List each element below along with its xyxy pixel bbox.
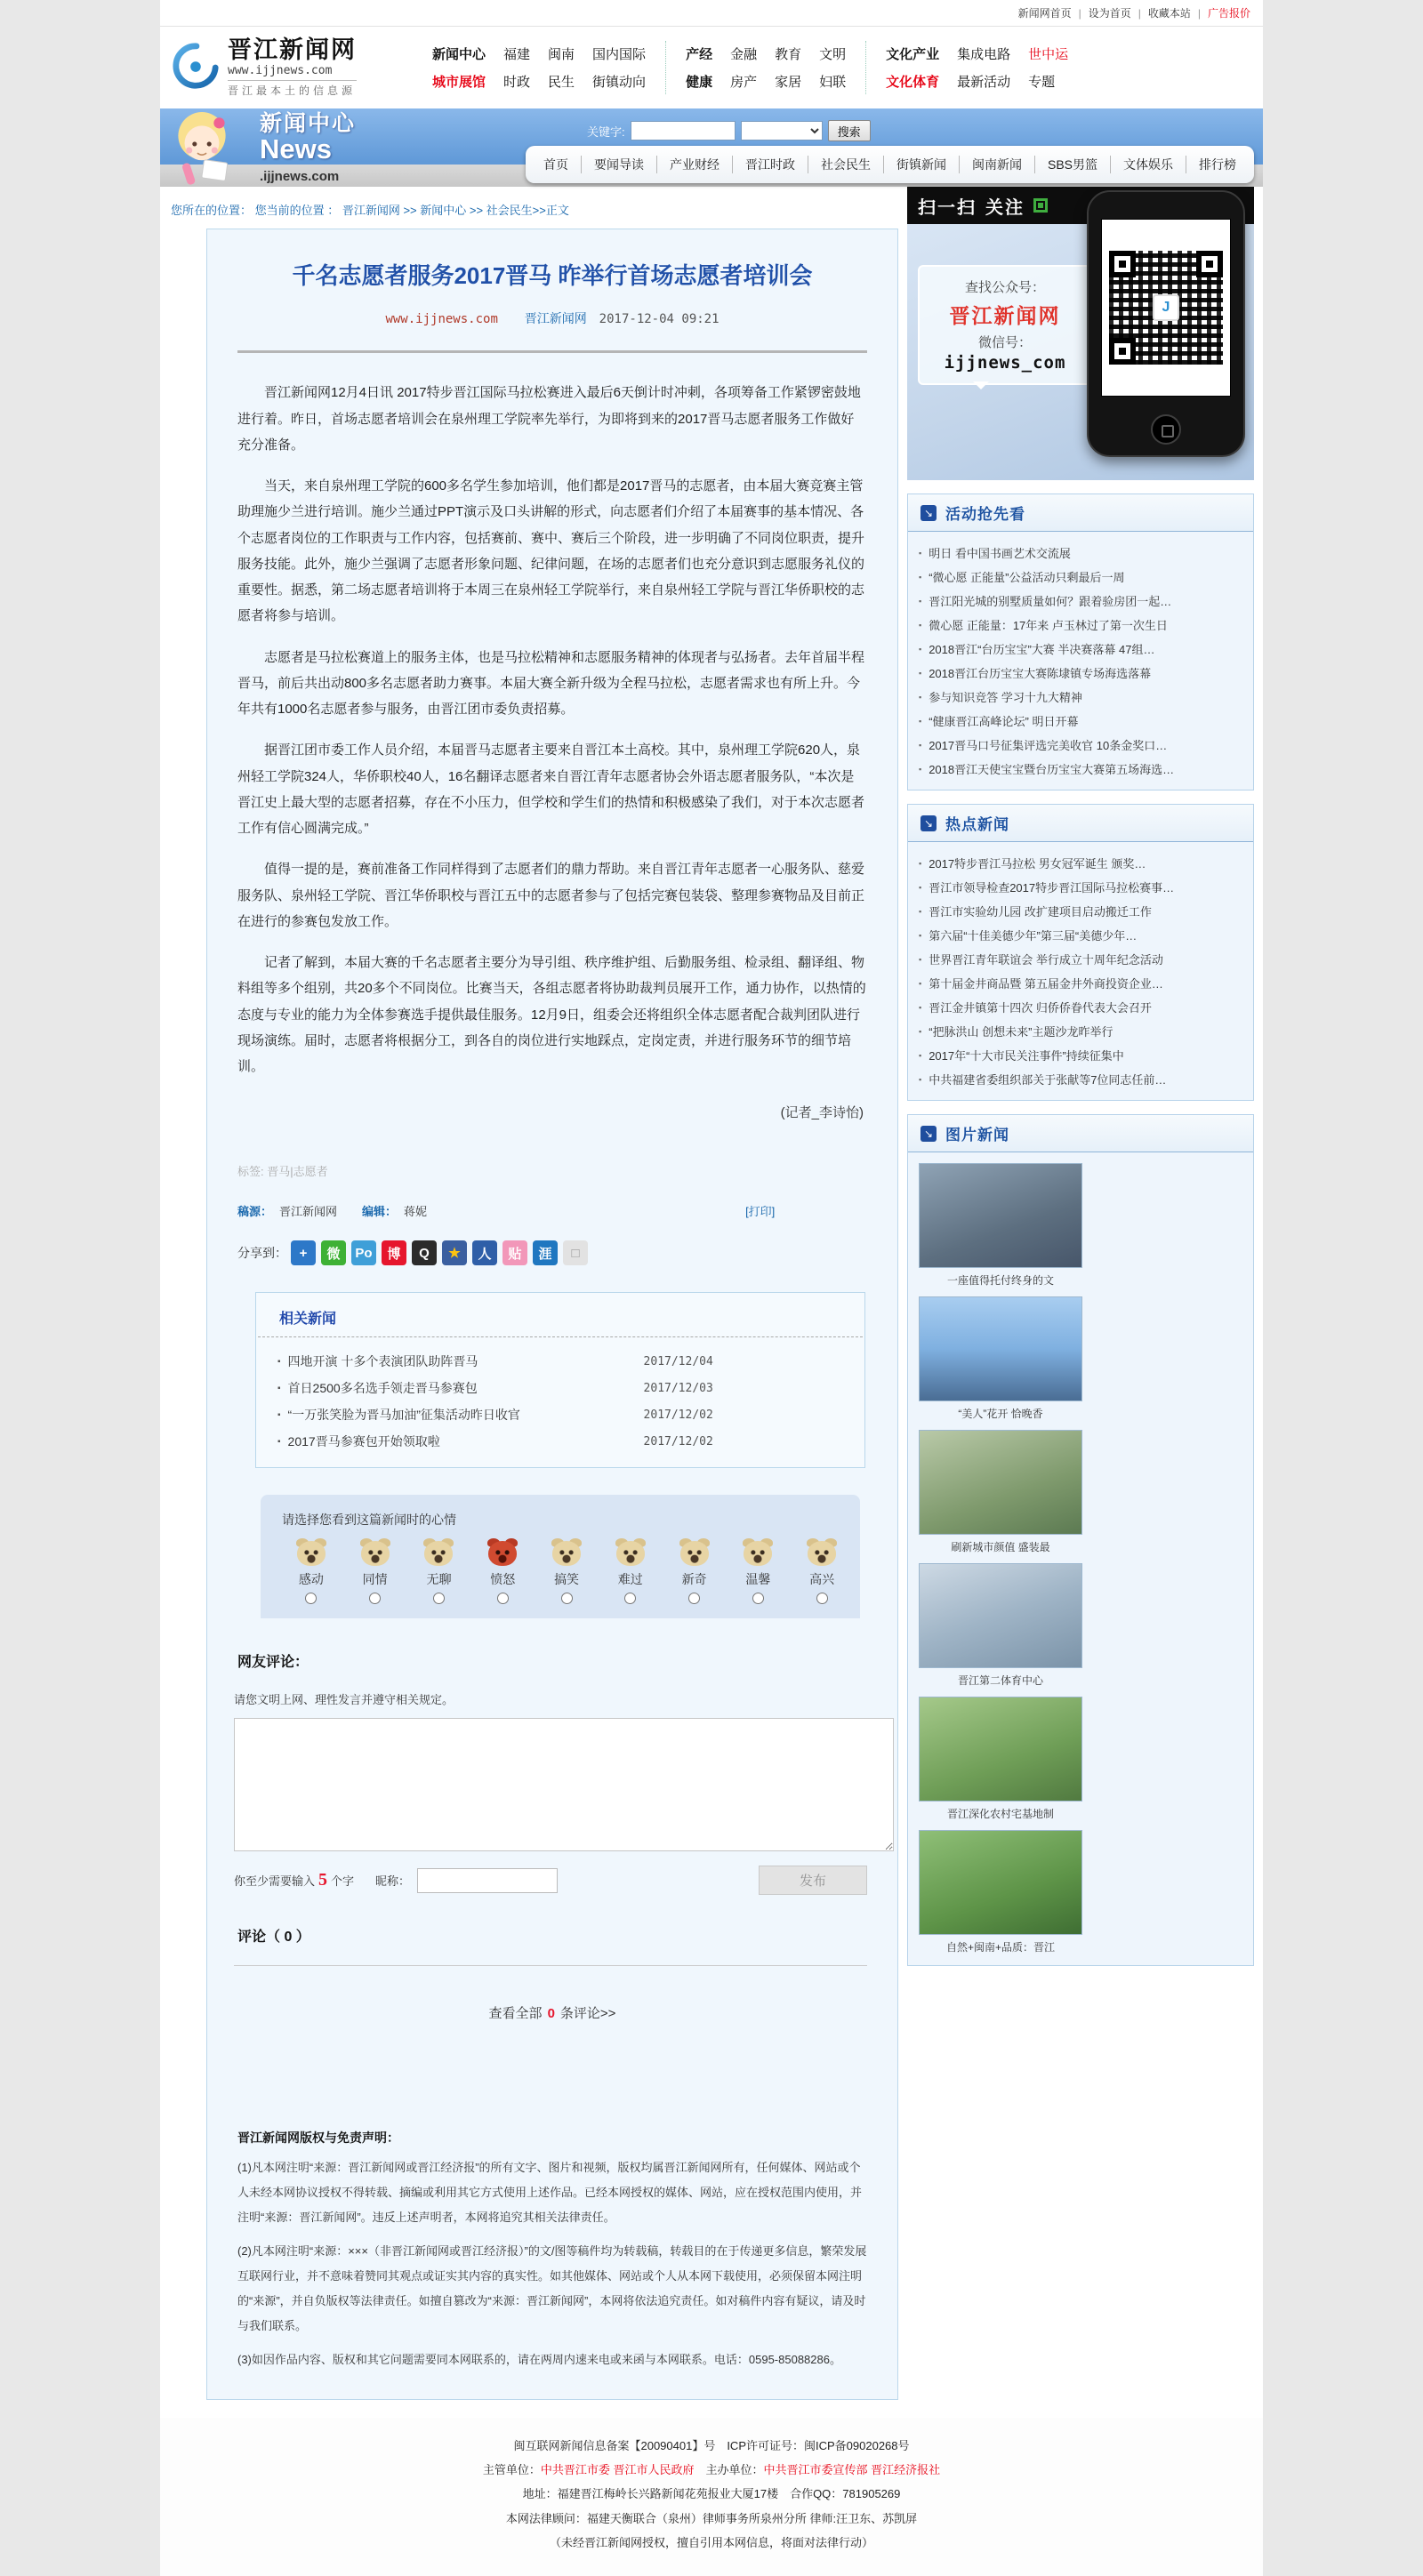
article-body xyxy=(232,380,872,1079)
qzone-icon[interactable]: ★ xyxy=(442,1240,467,1265)
wechat-qr-widget xyxy=(907,187,1254,480)
qr-speech-bubble xyxy=(918,265,1092,385)
hot-news-item[interactable]: ▪ 晋江市领导检查2017特步晋江国际马拉松赛事… xyxy=(919,881,1175,895)
scan-label: 扫一扫 xyxy=(918,197,977,218)
subnav-town-news[interactable]: 街镇新闻 xyxy=(883,156,959,173)
bullet-icon: ▪ xyxy=(919,548,922,558)
nav-city-hall[interactable]: 城市展馆 xyxy=(432,75,486,90)
article-meta-time: 2017-12-04 09:21 xyxy=(599,312,720,327)
footer-legal-line: 本网法律顾问：福建天衡联合（泉州）律师事务所泉州分所 律师:汪卫东、苏凯屏 xyxy=(505,2511,918,2525)
page xyxy=(160,0,1263,2576)
nav-town-trends[interactable]: 街镇动向 xyxy=(592,75,647,90)
nav-industry-economy[interactable]: 产经 xyxy=(686,47,713,62)
search-button[interactable]: 搜索 xyxy=(828,120,871,141)
related-item-date: 2017/12/02 xyxy=(643,1434,713,1448)
nav-culture-sports[interactable]: 文化体育 xyxy=(886,75,940,90)
disclaimer-paragraph: (3)如因作品内容、版权和其它问题需要同本网联系的，请在两周内速来电或来函与本网联系。电话：0595-85088286。 xyxy=(237,2352,841,2366)
activity-item[interactable]: ▪ 微心愿 正能量：17年来 卢玉林过了第一次生日 xyxy=(919,619,1168,632)
related-news-title: 相关新闻 xyxy=(258,1293,863,1337)
disclaimer-title: 晋江新闻网版权与免责声明： xyxy=(237,2131,399,2146)
hot-news-item[interactable]: ▪ 世界晋江青年联谊会 举行成立十周年纪念活动 xyxy=(919,953,1163,967)
search-label: 关键字: xyxy=(587,124,625,139)
source-value: 晋江新闻网 xyxy=(279,1205,338,1219)
bullet-icon: ▪ xyxy=(919,978,922,988)
nav-realty[interactable]: 房产 xyxy=(730,75,758,90)
novel-emoji-icon xyxy=(680,1541,709,1566)
funny-emoji-icon xyxy=(552,1541,581,1566)
hot-news-title: 热点新闻 xyxy=(945,816,1009,833)
site-header xyxy=(160,27,1263,108)
nav-minnan[interactable]: 闽南 xyxy=(548,47,575,62)
article-paragraph: 值得一提的是，赛前准备工作同样得到了志愿者们的鼎力帮助。来自晋江青年志愿者一心服务队、慈爱服务队、泉州轻工学院、晋江华侨职校与晋江五中的志愿者参与了包括完赛包装袋、整理参赛物品及目前正在进行的参赛包发放工作。 xyxy=(237,862,865,929)
baidu-share-icon[interactable]: + xyxy=(291,1240,316,1265)
subnav-entertainment[interactable]: 文体娱乐 xyxy=(1110,156,1186,173)
article-paragraph: 志愿者是马拉松赛道上的服务主体，也是马拉松精神和志愿服务精神的体现者与弘扬者。去年首届半程晋马，前后共出动800多名志愿者助力赛事。本届大赛全新升级为全程马拉松，志愿者需求也有所上升。今年共有1000名志愿者参与服务，由晋江团市委负责招募。 xyxy=(237,649,865,718)
phone-image xyxy=(1087,190,1245,457)
bullet-icon: ▪ xyxy=(277,1409,281,1420)
article-container xyxy=(206,229,898,2400)
photo-caption: 刷新城市颜值 盛装最 xyxy=(951,1541,1050,1553)
subnav-industry-finance[interactable]: 产业财经 xyxy=(656,156,732,173)
bullet-icon: ▪ xyxy=(919,882,922,892)
related-item-link[interactable]: 四地开演 十多个表演团队助阵晋马 xyxy=(287,1354,478,1369)
nav-integrated-circuit[interactable]: 集成电路 xyxy=(957,47,1011,62)
nav-latest-activities[interactable]: 最新活动 xyxy=(957,75,1011,90)
editor-value: 蒋妮 xyxy=(404,1205,428,1219)
photo-news-box xyxy=(907,1114,1254,1966)
bullet-icon: ▪ xyxy=(919,1050,922,1060)
share-icons xyxy=(291,1240,588,1265)
mood-radio-bored[interactable] xyxy=(433,1593,445,1604)
related-item xyxy=(277,1375,843,1401)
mood-option-happy[interactable]: 高兴 xyxy=(805,1541,839,1604)
nav-politics[interactable]: 时政 xyxy=(503,75,531,90)
news-photo[interactable] xyxy=(919,1697,1082,1802)
news-photo[interactable] xyxy=(919,1563,1082,1668)
sina-weibo-icon[interactable]: 博 xyxy=(382,1240,406,1265)
subnav-society-livelihood[interactable]: 社会民生 xyxy=(808,156,883,173)
article-paragraph: 晋江新闻网12月4日讯 2017特步晋江国际马拉松赛进入最后6天倒计时冲刺，各项筹备工作紧锣密鼓地进行着。昨日，首场志愿者培训会在泉州理工学院率先举行，为即将到来的2017晋马志愿者服务工作做好充分准备。 xyxy=(237,385,861,453)
tieba-icon[interactable]: 贴 xyxy=(502,1240,527,1265)
nav-womens-federation[interactable]: 妇联 xyxy=(819,75,847,90)
hot-news-item[interactable]: ▪ 晋江金井镇第十四次 归侨侨眷代表大会召开 xyxy=(919,1001,1152,1015)
news-photo[interactable] xyxy=(919,1830,1082,1935)
footer-supervisor: 中共晋江市委 晋江市人民政府 xyxy=(540,2463,695,2477)
activities-box xyxy=(907,494,1254,790)
hot-news-box xyxy=(907,804,1254,1101)
bullet-icon: ▪ xyxy=(277,1383,281,1393)
editor-label: 编辑： xyxy=(362,1205,398,1219)
photo-news-item[interactable] xyxy=(919,1430,1082,1554)
hot-news-list xyxy=(908,851,1253,1091)
submit-comment-button[interactable]: 发布 xyxy=(759,1866,867,1895)
mood-option-angry[interactable]: 愤怒 xyxy=(486,1541,519,1604)
mood-radio-happy[interactable] xyxy=(816,1593,828,1604)
divider xyxy=(234,1965,867,1966)
arrow-badge-icon: ↘ xyxy=(921,505,937,521)
separator: | xyxy=(1078,6,1081,20)
happy-emoji-icon xyxy=(808,1541,836,1566)
copyright-disclaimer xyxy=(237,2129,869,2372)
activity-item[interactable]: ▪ 2018晋江“台历宝宝”大赛 半决赛落幕 47组… xyxy=(919,643,1155,656)
bullet-icon: ▪ xyxy=(919,740,922,750)
photo-news-item[interactable] xyxy=(919,1296,1082,1421)
article-paragraph: 当天，来自泉州理工学院的600多名学生参加培训，他们都是2017晋马的志愿者，由本届大赛竞赛主管助理施少兰进行培训。施少兰通过PPT演示及口头讲解的形式，向志愿者们介绍了本届赛事的基本情况、各个志愿者岗位的工作职责与工作内容，包括赛前、赛中、赛后三个阶段，进一步明确了不同岗位职责，提升服务技能。此外，施少兰强调了志愿者形象问题、纪律问题，在场的志愿者们也充分意识到志愿服务礼仪的重要性。据悉，第二场志愿者培训将于本周三在泉州轻工学院举行，来自泉州轻工学院与晋江华侨职校的志愿者将参与培训。 xyxy=(237,478,865,624)
qr-code-icon xyxy=(1109,251,1223,365)
comments-title: 网友评论： xyxy=(237,1655,310,1671)
sympathy-emoji-icon xyxy=(361,1541,390,1566)
comments-note: 请您文明上网、理性发言并遵守相关规定。 xyxy=(234,1693,454,1707)
phone-home-button-icon xyxy=(1151,414,1181,445)
related-item xyxy=(277,1428,843,1455)
photo-caption: 晋江第二体育中心 xyxy=(957,1674,1043,1687)
mood-radio-warm[interactable] xyxy=(752,1593,764,1604)
bullet-icon: ▪ xyxy=(919,716,922,726)
activity-item[interactable]: ▪ 2018晋江台历宝宝大赛陈埭镇专场海选落幕 xyxy=(919,667,1152,680)
news-photo[interactable] xyxy=(919,1296,1082,1401)
source-label: 稿源： xyxy=(237,1205,273,1219)
footer-organizer: 中共晋江市委宣传部 晋江经济报社 xyxy=(763,2463,941,2477)
article-paragraph: 记者了解到，本届大赛的千名志愿者主要分为导引组、秩序维护组、后勤服务组、检录组、翻译组、物料组等多个组别，共20多个不同岗位。比赛当天，各组志愿者将协助裁判员展开工作，通力协作，以热情的态度与专业的能力为全体参赛选手提供最佳服务。12月9日，组委会还将组织全体志愿者配合裁判团队进行现场演练。届时，志愿者将根据分工，到各自的岗位进行实地踩点，定岗定责，并进行服务环节的细节培训。 xyxy=(237,955,866,1075)
min-chars-count: 5 xyxy=(318,1870,328,1890)
nav-topics[interactable]: 专题 xyxy=(1028,75,1056,90)
disclaimer-paragraph: (1)凡本网注明“来源：晋江新闻网或晋江经济报”的所有文字、图片和视频，版权均属晋江新闻网所有，任何媒体、网站或个人未经本网协议授权不得转载、摘编或利用其它方式使用上述作品。已经本网授权的媒体、网站，应在授权范围内使用，并注明“来源：晋江新闻网”。违反上述声明者，本网将追究其相关法律责任。 xyxy=(237,2161,863,2225)
nav-health[interactable]: 健康 xyxy=(686,75,713,90)
photo-news-item[interactable] xyxy=(919,1163,1082,1288)
comment-textarea[interactable] xyxy=(234,1718,894,1851)
bullet-icon: ▪ xyxy=(919,1002,922,1012)
divider xyxy=(237,350,867,353)
channel-domain: .ijjnews.com xyxy=(260,169,340,184)
sidebar xyxy=(907,187,1254,2400)
nav-world-games[interactable]: 世中运 xyxy=(1028,47,1069,62)
bullet-icon: ▪ xyxy=(277,1436,281,1447)
nickname-label: 昵称： xyxy=(375,1874,411,1889)
phone-screen xyxy=(1101,219,1231,397)
bullet-icon: ▪ xyxy=(919,930,922,940)
channel-banner xyxy=(160,108,1263,187)
angry-emoji-icon xyxy=(488,1541,517,1566)
view-all-comments-link[interactable]: 查看全部 0 条评论>> xyxy=(488,2006,616,2022)
follow-label: 关注 xyxy=(985,197,1025,218)
activity-item[interactable]: ▪ 参与知识竞答 学习十九大精神 xyxy=(919,691,1082,704)
hot-news-item[interactable]: ▪ 第十届金井商品暨 第五届金井外商投资企业… xyxy=(919,977,1163,991)
wechat-account-name: 晋江新闻网 xyxy=(949,304,1061,327)
hot-news-item[interactable]: ▪ 中共福建省委组织部关于张献等7位同志任前… xyxy=(919,1073,1167,1087)
qr-finder-icon xyxy=(1196,251,1223,277)
bullet-icon: ▪ xyxy=(919,620,922,630)
photo-news-item[interactable] xyxy=(919,1697,1082,1821)
tags-label: 标签: xyxy=(237,1165,264,1179)
activity-item[interactable]: ▪ 晋江阳光城的别墅质量如何？跟着验房团一起… xyxy=(919,595,1172,608)
bullet-icon: ▪ xyxy=(919,954,922,964)
hot-news-item[interactable]: ▪ 第六届“十佳美德少年”第三届“美德少年… xyxy=(919,929,1138,943)
article-byline: (记者_李诗怡) xyxy=(780,1105,864,1121)
article-paragraph: 据晋江团市委工作人员介绍，本届晋马志愿者主要来自晋江本土高校。其中，泉州理工学院620人，泉州轻工学院324人，华侨职校40人，16名翻译志愿者来自晋江青年志愿者协会外语志愿者服务队，“本次是晋江史上最大型的志愿者招募，存在不小压力，但学校和学生们的热情和积极感染了我们，对于本次志愿者工作有信心圆满完成。” xyxy=(237,742,865,837)
bullet-icon: ▪ xyxy=(919,1074,922,1084)
subnav-headlines[interactable]: 要闻导读 xyxy=(581,156,656,173)
min-chars-suffix: 个字 xyxy=(331,1874,355,1889)
activity-item[interactable]: ▪ “健康晋江高峰论坛” 明日开幕 xyxy=(919,715,1079,728)
activities-header xyxy=(908,494,1253,532)
comments-count: 0 xyxy=(547,2006,555,2022)
related-item-date: 2017/12/04 xyxy=(643,1354,713,1368)
bullet-icon: ▪ xyxy=(919,668,922,678)
hot-news-item[interactable]: ▪ “把脉洪山 创想未来”主题沙龙昨举行 xyxy=(919,1025,1113,1039)
qr-finder-icon xyxy=(1109,251,1136,277)
logo-title: 晋江新闻网 xyxy=(228,36,357,63)
footer-warning-line: （未经晋江新闻网授权，擅自引用本网信息，将面对法律行动） xyxy=(549,2536,873,2550)
mascot-icon xyxy=(167,110,237,187)
article-meta-source[interactable]: 晋江新闻网 xyxy=(524,311,587,326)
mood-option-moved[interactable]: 感动 xyxy=(294,1541,328,1604)
mood-option-bored[interactable]: 无聊 xyxy=(422,1541,456,1604)
topbar-link-ad-pricing[interactable]: 广告报价 xyxy=(1207,7,1250,20)
mini-qr-icon xyxy=(1033,198,1048,213)
mood-radio-moved[interactable] xyxy=(305,1593,317,1604)
photo-news-grid xyxy=(908,1152,1253,1965)
related-item-date: 2017/12/03 xyxy=(643,1381,713,1395)
print-button[interactable]: [打印] xyxy=(745,1205,776,1219)
qr-center-logo: J xyxy=(1153,294,1179,321)
photo-news-item[interactable] xyxy=(919,1830,1082,1954)
wechat-moments-icon[interactable]: Po xyxy=(351,1240,376,1265)
hot-news-item[interactable]: ▪ 2017特步晋江马拉松 男女冠军诞生 颁奖… xyxy=(919,857,1146,871)
qq-icon[interactable]: Q xyxy=(412,1240,437,1265)
nav-livelihood[interactable]: 民生 xyxy=(548,75,575,90)
hot-news-item[interactable]: ▪ 2017年“十大市民关注事件”持续征集中 xyxy=(919,1049,1124,1063)
content-area xyxy=(160,187,1263,2418)
wechat-id-label: 微信号： xyxy=(977,335,1032,350)
share-row xyxy=(237,1240,872,1265)
photo-caption: 一座值得托付终身的文 xyxy=(946,1274,1054,1287)
sad-emoji-icon xyxy=(616,1541,645,1566)
bullet-icon: ▪ xyxy=(919,572,922,582)
topbar-link-home[interactable]: 新闻网首页 xyxy=(1017,7,1072,20)
nav-education[interactable]: 教育 xyxy=(775,47,802,62)
bored-emoji-icon xyxy=(424,1541,453,1566)
activity-item[interactable]: ▪ “微心愿 正能量”公益活动只剩最后一周 xyxy=(919,571,1125,584)
logo-url: www.ijjnews.com xyxy=(228,63,333,77)
activity-item[interactable]: ▪ 2017晋马口号征集评选完美收官 10条金奖口… xyxy=(919,739,1168,752)
bullet-icon: ▪ xyxy=(277,1356,281,1367)
photo-caption: “美人”花开 恰晚香 xyxy=(958,1408,1043,1420)
channel-subnav xyxy=(526,146,1254,183)
hot-news-header xyxy=(908,805,1253,842)
tianya-icon[interactable]: 涯 xyxy=(533,1240,558,1265)
topbar-link-set-homepage[interactable]: 设为首页 xyxy=(1088,7,1131,20)
footer-sponsor-line: 主管单位：中共晋江市委 晋江市人民政府 主办单位：中共晋江市委宣传部 晋江经济报社 xyxy=(482,2463,941,2477)
photo-caption: 晋江深化农村宅基地制 xyxy=(946,1808,1054,1820)
wechat-icon[interactable]: 微 xyxy=(321,1240,346,1265)
mood-vote-box xyxy=(261,1495,860,1618)
photo-news-header xyxy=(908,1115,1253,1152)
mood-option-funny[interactable]: 搞笑 xyxy=(550,1541,583,1604)
main-nav xyxy=(413,41,1254,94)
related-item xyxy=(277,1348,843,1375)
article-title: 千名志愿者服务2017晋马 昨举行首场志愿者培训会 xyxy=(292,262,813,289)
comment-form-row xyxy=(234,1866,872,1895)
footer-license-line: 闽互联网新闻信息备案【20090401】号 ICP许可证号：闽ICP备09020268号 xyxy=(513,2438,910,2452)
arrow-badge-icon: ↘ xyxy=(921,1126,937,1142)
related-item-link[interactable]: 首日2500多名选手领走晋马参赛包 xyxy=(287,1381,478,1396)
mood-prompt: 请选择您看到这篇新闻时的心情 xyxy=(282,1513,456,1528)
subnav-ranking[interactable]: 排行榜 xyxy=(1186,156,1249,173)
find-account-label: 查找公众号： xyxy=(964,280,1045,295)
breadcrumb[interactable]: 您所在的位置： 您当前的位置 ： 晋江新闻网 >> 新闻中心 >> 社会民生>>正文 xyxy=(171,204,569,217)
nav-home[interactable]: 家居 xyxy=(775,75,802,90)
page-footer xyxy=(160,2418,1263,2576)
mood-option-warm[interactable]: 温馨 xyxy=(741,1541,775,1604)
site-logo[interactable] xyxy=(169,38,400,98)
separator: | xyxy=(1138,6,1141,20)
mood-option-novel[interactable]: 新奇 xyxy=(678,1541,712,1604)
mood-radio-sad[interactable] xyxy=(624,1593,636,1604)
related-item xyxy=(277,1401,843,1428)
photo-caption: 自然+闽南+品质：晋江 xyxy=(945,1941,1056,1954)
renren-icon[interactable]: 人 xyxy=(472,1240,497,1265)
topbar xyxy=(160,0,1263,27)
copy-link-icon[interactable]: □ xyxy=(563,1240,588,1265)
photo-news-item[interactable] xyxy=(919,1563,1082,1688)
activity-item[interactable]: ▪ 2018晋江天使宝宝暨台历宝宝大赛第五场海选… xyxy=(919,763,1175,776)
subnav-minnan-news[interactable]: 闽南新闻 xyxy=(959,156,1034,173)
photo-news-title: 图片新闻 xyxy=(945,1127,1009,1144)
nav-fujian[interactable]: 福建 xyxy=(503,47,531,62)
search-input[interactable] xyxy=(631,121,736,140)
wechat-id: ijjnews_com xyxy=(944,353,1066,373)
bullet-icon: ▪ xyxy=(919,1026,922,1036)
separator: | xyxy=(1197,6,1201,20)
nav-news-center[interactable]: 新闻中心 xyxy=(432,47,486,62)
moved-emoji-icon xyxy=(297,1541,326,1566)
min-chars-prefix: 你至少需要输入 xyxy=(234,1874,316,1889)
main-column xyxy=(169,187,898,2400)
related-news-list xyxy=(256,1348,864,1455)
mood-radio-sympathy[interactable] xyxy=(369,1593,381,1604)
mood-option-sad[interactable]: 难过 xyxy=(614,1541,647,1604)
logo-tagline: 晋江最本土的信息源 xyxy=(228,80,357,98)
mood-option-sympathy[interactable]: 同情 xyxy=(358,1541,392,1604)
bullet-icon: ▪ xyxy=(919,858,922,868)
mood-radio-angry[interactable] xyxy=(497,1593,509,1604)
source-row xyxy=(237,1202,872,1219)
nav-culture-industry[interactable]: 文化产业 xyxy=(886,47,940,62)
activities-title: 活动抢先看 xyxy=(945,506,1025,523)
channel-title xyxy=(260,112,356,165)
arrow-badge-icon: ↘ xyxy=(921,815,937,831)
search-box xyxy=(587,120,871,141)
article-meta-site: www.ijjnews.com xyxy=(385,312,498,327)
subnav-sbs-basketball[interactable]: SBS男篮 xyxy=(1034,156,1110,173)
bullet-icon: ▪ xyxy=(919,596,922,606)
logo-swoosh-icon xyxy=(169,42,221,93)
subnav-home[interactable]: 首页 xyxy=(543,157,568,172)
related-item-link[interactable]: 2017晋马参赛包开始领取啦 xyxy=(287,1434,440,1449)
nickname-input[interactable] xyxy=(417,1868,558,1893)
nav-domestic-intl[interactable]: 国内国际 xyxy=(592,47,647,62)
search-scope-select[interactable] xyxy=(741,121,823,140)
warm-emoji-icon xyxy=(744,1541,772,1566)
news-photo[interactable] xyxy=(919,1163,1082,1268)
nav-group-news xyxy=(413,41,665,94)
bullet-icon: ▪ xyxy=(919,764,922,774)
activity-item[interactable]: ▪ 明日 看中国书画艺术交流展 xyxy=(919,547,1071,560)
related-item-link[interactable]: “一万张笑脸为晋马加油”征集活动昨日收官 xyxy=(287,1408,520,1423)
channel-title-cn: 新闻中心 xyxy=(260,111,357,136)
qr-finder-icon xyxy=(1109,338,1136,365)
channel-title-en: News xyxy=(260,133,332,165)
activities-list xyxy=(908,541,1253,781)
article-tags xyxy=(237,1162,872,1179)
mood-radio-funny[interactable] xyxy=(561,1593,573,1604)
news-photo[interactable] xyxy=(919,1430,1082,1535)
footer-address-line: 地址：福建晋江梅岭长兴路新闻花苑报业大厦17楼 合作QQ：781905269 xyxy=(522,2487,901,2501)
bullet-icon: ▪ xyxy=(919,644,922,654)
topbar-link-bookmark[interactable]: 收藏本站 xyxy=(1147,7,1191,20)
nav-group-economy xyxy=(665,41,865,94)
nav-finance[interactable]: 金融 xyxy=(730,47,758,62)
related-news-box xyxy=(255,1292,865,1468)
bullet-icon: ▪ xyxy=(919,906,922,916)
nav-civilization[interactable]: 文明 xyxy=(819,47,847,62)
mood-options xyxy=(282,1541,839,1604)
comments-count-heading: 评论（ 0 ） xyxy=(237,1930,310,1946)
share-label: 分享到： xyxy=(237,1246,287,1261)
subnav-jinjiang-politics[interactable]: 晋江时政 xyxy=(732,156,808,173)
bullet-icon: ▪ xyxy=(919,692,922,702)
disclaimer-paragraph: (2)凡本网注明“来源：×××（非晋江新闻网或晋江经济报）”的文/图等稿件均为转载稿，转载目的在于传递更多信息，繁荣发展互联网行业，并不意味着赞同其观点或证实其内容的真实性。如其他媒体、网站或个人从本网下载使用，必须保留本网注明的“来源”，并自负版权等法律责任。如擅自篡改为“来源：晋江新闻网”，本网将依法追究责任。如对稿件内容有疑议，请及时与我们联系。 xyxy=(237,2244,867,2333)
hot-news-item[interactable]: ▪ 晋江市实验幼儿园 改扩建项目启动搬迁工作 xyxy=(919,905,1152,919)
nav-group-culture xyxy=(865,41,1088,94)
mood-radio-novel[interactable] xyxy=(688,1593,700,1604)
tags-value: 晋马|志愿者 xyxy=(267,1165,328,1179)
related-item-date: 2017/12/02 xyxy=(643,1408,713,1422)
article-meta xyxy=(232,309,872,327)
